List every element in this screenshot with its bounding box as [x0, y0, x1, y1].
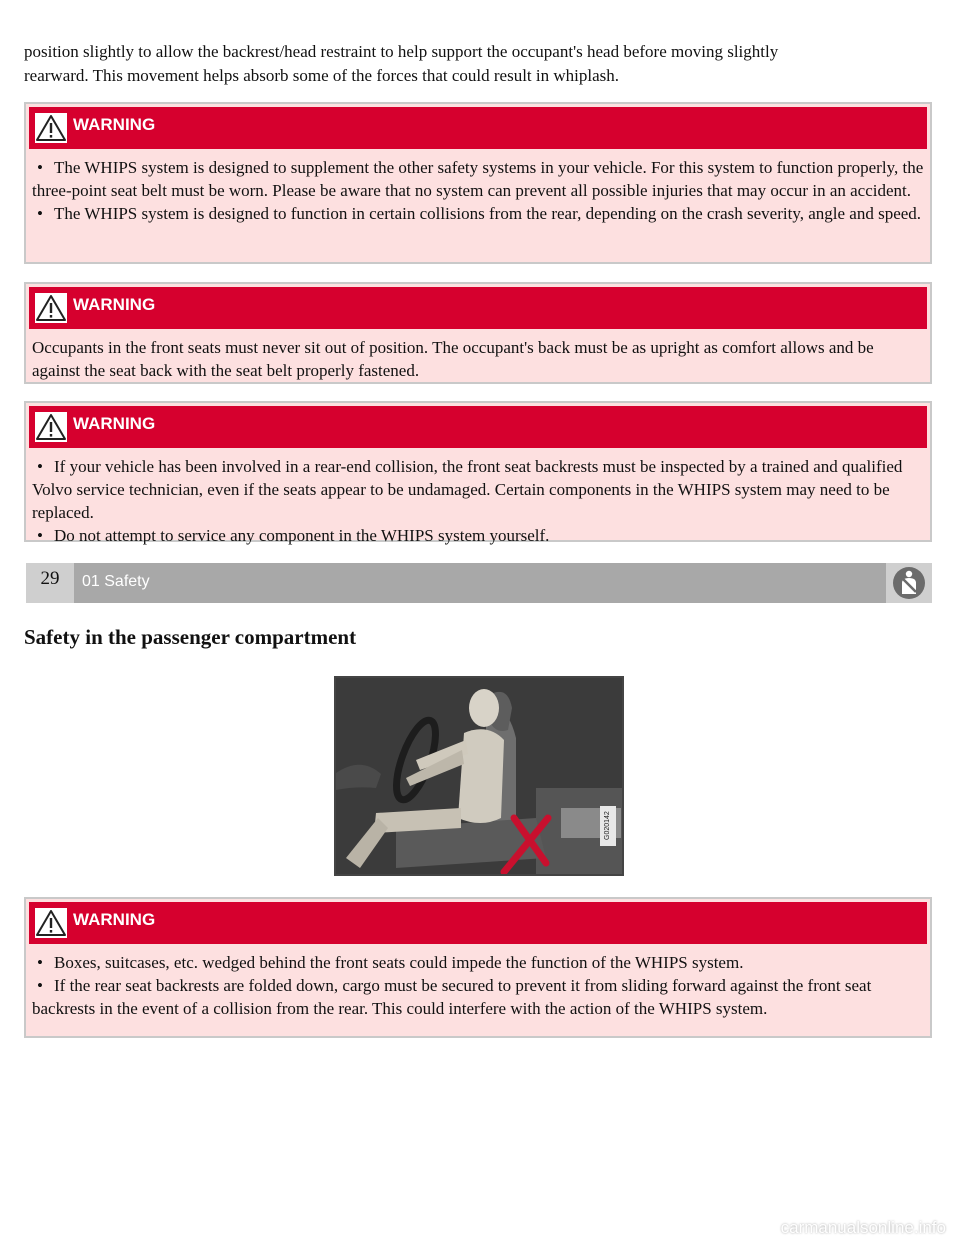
warning-text: Occupants in the front seats must never sit out of position. The occupant's back must be as upright as comfort allows and be against the seat back with the seat belt properly fastened.: [32, 338, 874, 380]
warning-box-1: [24, 102, 932, 264]
intro-line-2: rearward. This movement helps absorb some of the forces that could result in whiplash.: [24, 66, 620, 85]
warning-header: [29, 287, 927, 329]
warning-triangle-icon: [35, 412, 67, 442]
list-item: • The WHIPS system is designed to supplement the other safety systems in your vehicle. For this system to function properly, the three-point seat belt must be worn. Please be aware that no system can prevent all possible injuries that may occur in an accident.: [32, 158, 924, 200]
warning-header: [29, 107, 927, 149]
watermark: carmanualsonline.info: [780, 1218, 946, 1237]
list-item: • If the rear seat backrests are folded down, cargo must be secured to prevent it from sliding forward against the front seat backrests in the event of a collision from the rear. This could interfere with the action of the WHIPS system.: [32, 976, 872, 1018]
seatbelt-icon: [886, 563, 932, 603]
warning-triangle-icon: [35, 113, 67, 143]
warning-title: WARNING: [73, 115, 156, 134]
section-bar: [26, 563, 932, 603]
intro-line-1: position slightly to allow the backrest/head restraint to help support the occupant's head before moving slightly: [24, 42, 779, 61]
warning-box-2: [24, 282, 932, 384]
seat-occupant-drawing: [336, 678, 622, 874]
page-number: 29: [26, 563, 74, 603]
warning-triangle-icon: [35, 293, 67, 323]
warning-body: [29, 448, 927, 553]
warning-title: WARNING: [73, 414, 156, 433]
warning-title: WARNING: [73, 910, 156, 929]
section-label: 01 Safety: [82, 573, 150, 590]
warning-triangle-icon: [35, 908, 67, 938]
warning-box-4: [24, 897, 932, 1038]
warning-title: WARNING: [73, 295, 156, 314]
list-item: • The WHIPS system is designed to function in certain collisions from the rear, depending on the crash severity, angle and speed.: [37, 204, 922, 223]
list-item: • Do not attempt to service any component in the WHIPS system yourself.: [37, 526, 550, 545]
list-item: • Boxes, suitcases, etc. wedged behind the front seats could impede the function of the WHIPS system.: [37, 953, 744, 972]
warning-body: [29, 944, 927, 1026]
intro-paragraph: [24, 40, 924, 88]
warning-header: [29, 902, 927, 944]
warning-body: [29, 149, 927, 231]
warning-body: [29, 329, 927, 388]
list-item: • If your vehicle has been involved in a rear-end collision, the front seat backrests must be inspected by a trained and qualified Volvo service technician, even if the seats appear to be undamaged. Certain components in the WHIPS system may need to be replaced.: [32, 457, 903, 522]
warning-header: [29, 406, 927, 448]
figure-code: G020142: [600, 806, 616, 846]
warning-box-3: [24, 401, 932, 545]
section-heading: Safety in the passenger compartment: [24, 625, 357, 649]
seat-illustration: [334, 676, 624, 876]
